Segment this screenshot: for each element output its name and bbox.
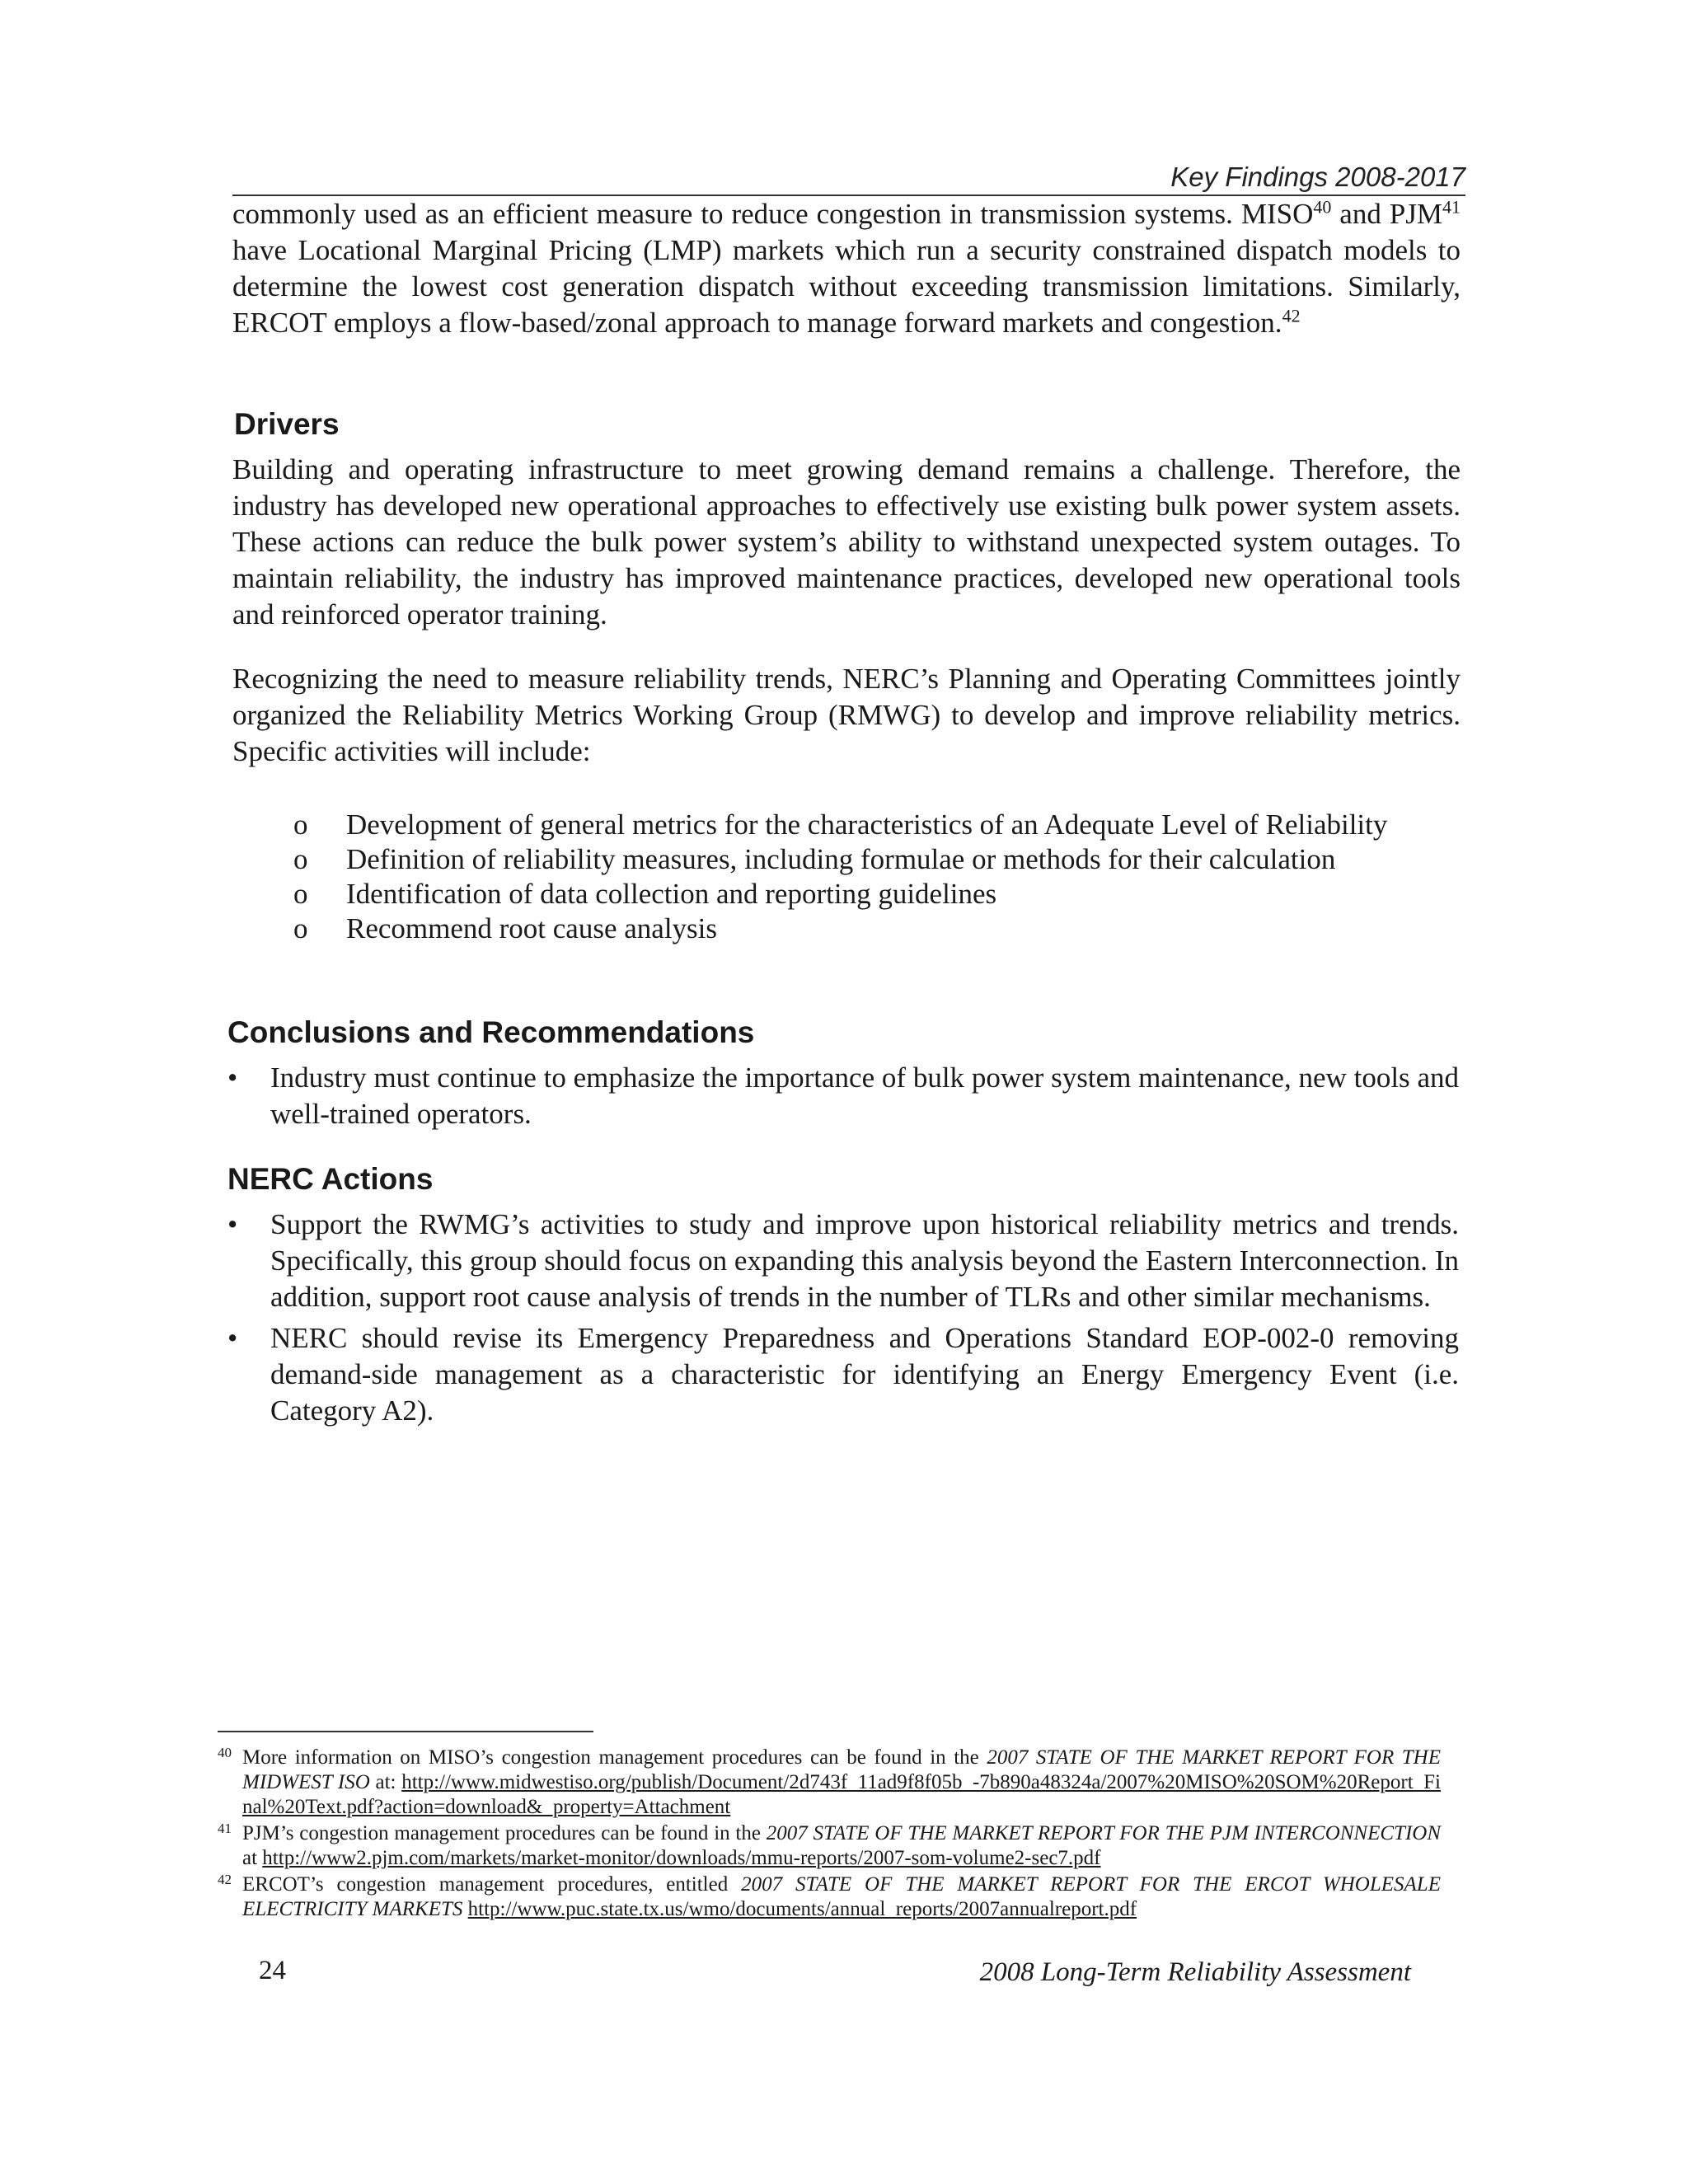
conclusions-list — [227, 1060, 1459, 1137]
list-item: o Identification of data collection and reporting guidelines — [293, 878, 997, 910]
circle-bullet-icon: o — [293, 843, 308, 875]
footer-report-title: 2008 Long-Term Reliability Assessment — [979, 1957, 1411, 1987]
page-number: 24 — [259, 1956, 286, 1985]
footnote-ref-40[interactable]: 40 — [1313, 196, 1332, 218]
circle-bullet-icon: o — [293, 878, 308, 910]
circle-bullet-icon: o — [293, 808, 308, 841]
footnote-link[interactable]: http://www2.pjm.com/markets/market-monitor/downloads/mmu-reports/2007-som-volume2-sec7.pdf — [262, 1847, 1101, 1869]
footnotes — [218, 1746, 1441, 1924]
bullet-icon: • — [227, 1208, 238, 1240]
footnote-source-title: 2007 STATE OF THE MARKET REPORT FOR THE MIDWEST ISO — [242, 1746, 1442, 1793]
footnote-ref-41[interactable]: 41 — [1442, 196, 1461, 218]
header-title: Key Findings 2008-2017 — [1170, 162, 1465, 192]
footnote-41: 41 PJM’s congestion management procedures can be found in the 2007 STATE OF THE MARKET REPORT FOR THE PJM INTERCONNECTION at http://www2.pjm.com/markets/market-monitor/downloads/mmu-reports/2007-som-volume2-sec7.pdf — [218, 1821, 1441, 1871]
drivers-paragraph-2: Recognizing the need to measure reliability trends, NERC’s Planning and Operating Committees jointly organized the Reliability Metrics Working Group (RMWG) to develop and improve reliability metrics. Specific activities will include: — [232, 663, 1461, 767]
footnote-ref-42[interactable]: 42 — [1282, 305, 1301, 326]
list-item: o Definition of reliability measures, including formulae or methods for their calculation — [293, 843, 1336, 875]
bullet-icon: • — [227, 1322, 238, 1354]
list-item: o Development of general metrics for the characteristics of an Adequate Level of Reliability — [293, 808, 1388, 841]
list-item: • Support the RWMG’s activities to study and improve upon historical reliability metrics and trends. Specifically, this group should focus on expanding this analysis beyond the Eastern Interconnection. In addition, support root cause analysis of trends in the number of TLRs and other similar mechanisms. — [227, 1208, 1459, 1313]
intro-paragraph — [232, 196, 1461, 341]
footnote-40: 40 More information on MISO’s congestion management procedures can be found in the 2007 STATE OF THE MARKET REPORT FOR THE MIDWEST ISO at: http://www.midwestiso.org/publish/Document/2d743f_11ad9f8f05b_-7b890a48324a/2007%20MISO%20SOM%20Report_Final%20Text.pdf?action=download&_property=Attachment — [218, 1746, 1441, 1820]
nerc-actions-list — [227, 1207, 1459, 1434]
footnote-source-title: 2007 STATE OF THE MARKET REPORT FOR THE PJM INTERCONNECTION — [766, 1822, 1442, 1844]
footnote-link[interactable]: http://www.midwestiso.org/publish/Document/2d743f_11ad9f8f05b_-7b890a48324a/2007%20MISO%20SOM%20Report_Final%20Text.pdf?action=download&_property=Attachment — [242, 1771, 1441, 1818]
intro-text-1: commonly used as an efficient measure to reduce congestion in transmission systems. MISO — [232, 198, 1314, 230]
circle-bullet-icon: o — [293, 912, 308, 944]
nerc-actions-heading: NERC Actions — [227, 1162, 434, 1196]
footnote-number: 41 — [218, 1821, 232, 1836]
conclusions-heading: Conclusions and Recommendations — [227, 1015, 755, 1049]
footnote-link[interactable]: http://www.puc.state.tx.us/wmo/documents/annual_reports/2007annualreport.pdf — [467, 1898, 1137, 1920]
activities-list — [293, 808, 1447, 946]
intro-text-3: have Locational Marginal Pricing (LMP) markets which run a security constrained dispatch models to determine the lowest cost generation dispatch without exceeding transmission limitations. Similarly, ERCOT employs a flow-based/zonal approach to manage forward markets and congestion. — [232, 234, 1461, 339]
footnote-42: 42 ERCOT’s congestion management procedures, entitled 2007 STATE OF THE MARKET REPORT FOR THE ERCOT WHOLESALE ELECTRICITY MARKETS http://www.puc.state.tx.us/wmo/documents/annual_reports/2007annualreport.pdf — [218, 1872, 1441, 1922]
intro-text-2: and PJM — [1331, 198, 1442, 230]
footnote-number: 40 — [218, 1745, 232, 1760]
footnote-divider — [218, 1731, 593, 1732]
drivers-paragraph-1: Building and operating infrastructure to meet growing demand remains a challenge. Therefore, the industry has developed new operational approaches to effectively use existing bulk power system assets. These actions can reduce the bulk power system’s ability to withstand unexpected system outages. To maintain reliability, the industry has improved maintenance practices, developed new operational tools and reinforced operator training. — [232, 453, 1461, 630]
drivers-heading: Drivers — [234, 407, 340, 441]
bullet-icon: • — [227, 1062, 238, 1094]
page-header — [232, 162, 1465, 196]
footnote-source-title: 2007 STATE OF THE MARKET REPORT FOR THE ERCOT WHOLESALE ELECTRICITY MARKETS — [242, 1873, 1441, 1920]
footnote-number: 42 — [218, 1872, 232, 1887]
list-item: • NERC should revise its Emergency Preparedness and Operations Standard EOP-002-0 removing demand-side management as a characteristic for identifying an Energy Emergency Event (i.e. Category A2). — [227, 1322, 1459, 1427]
list-item: o Recommend root cause analysis — [293, 912, 718, 944]
list-item: • Industry must continue to emphasize the importance of bulk power system maintenance, new tools and well-trained operators. — [227, 1062, 1459, 1130]
